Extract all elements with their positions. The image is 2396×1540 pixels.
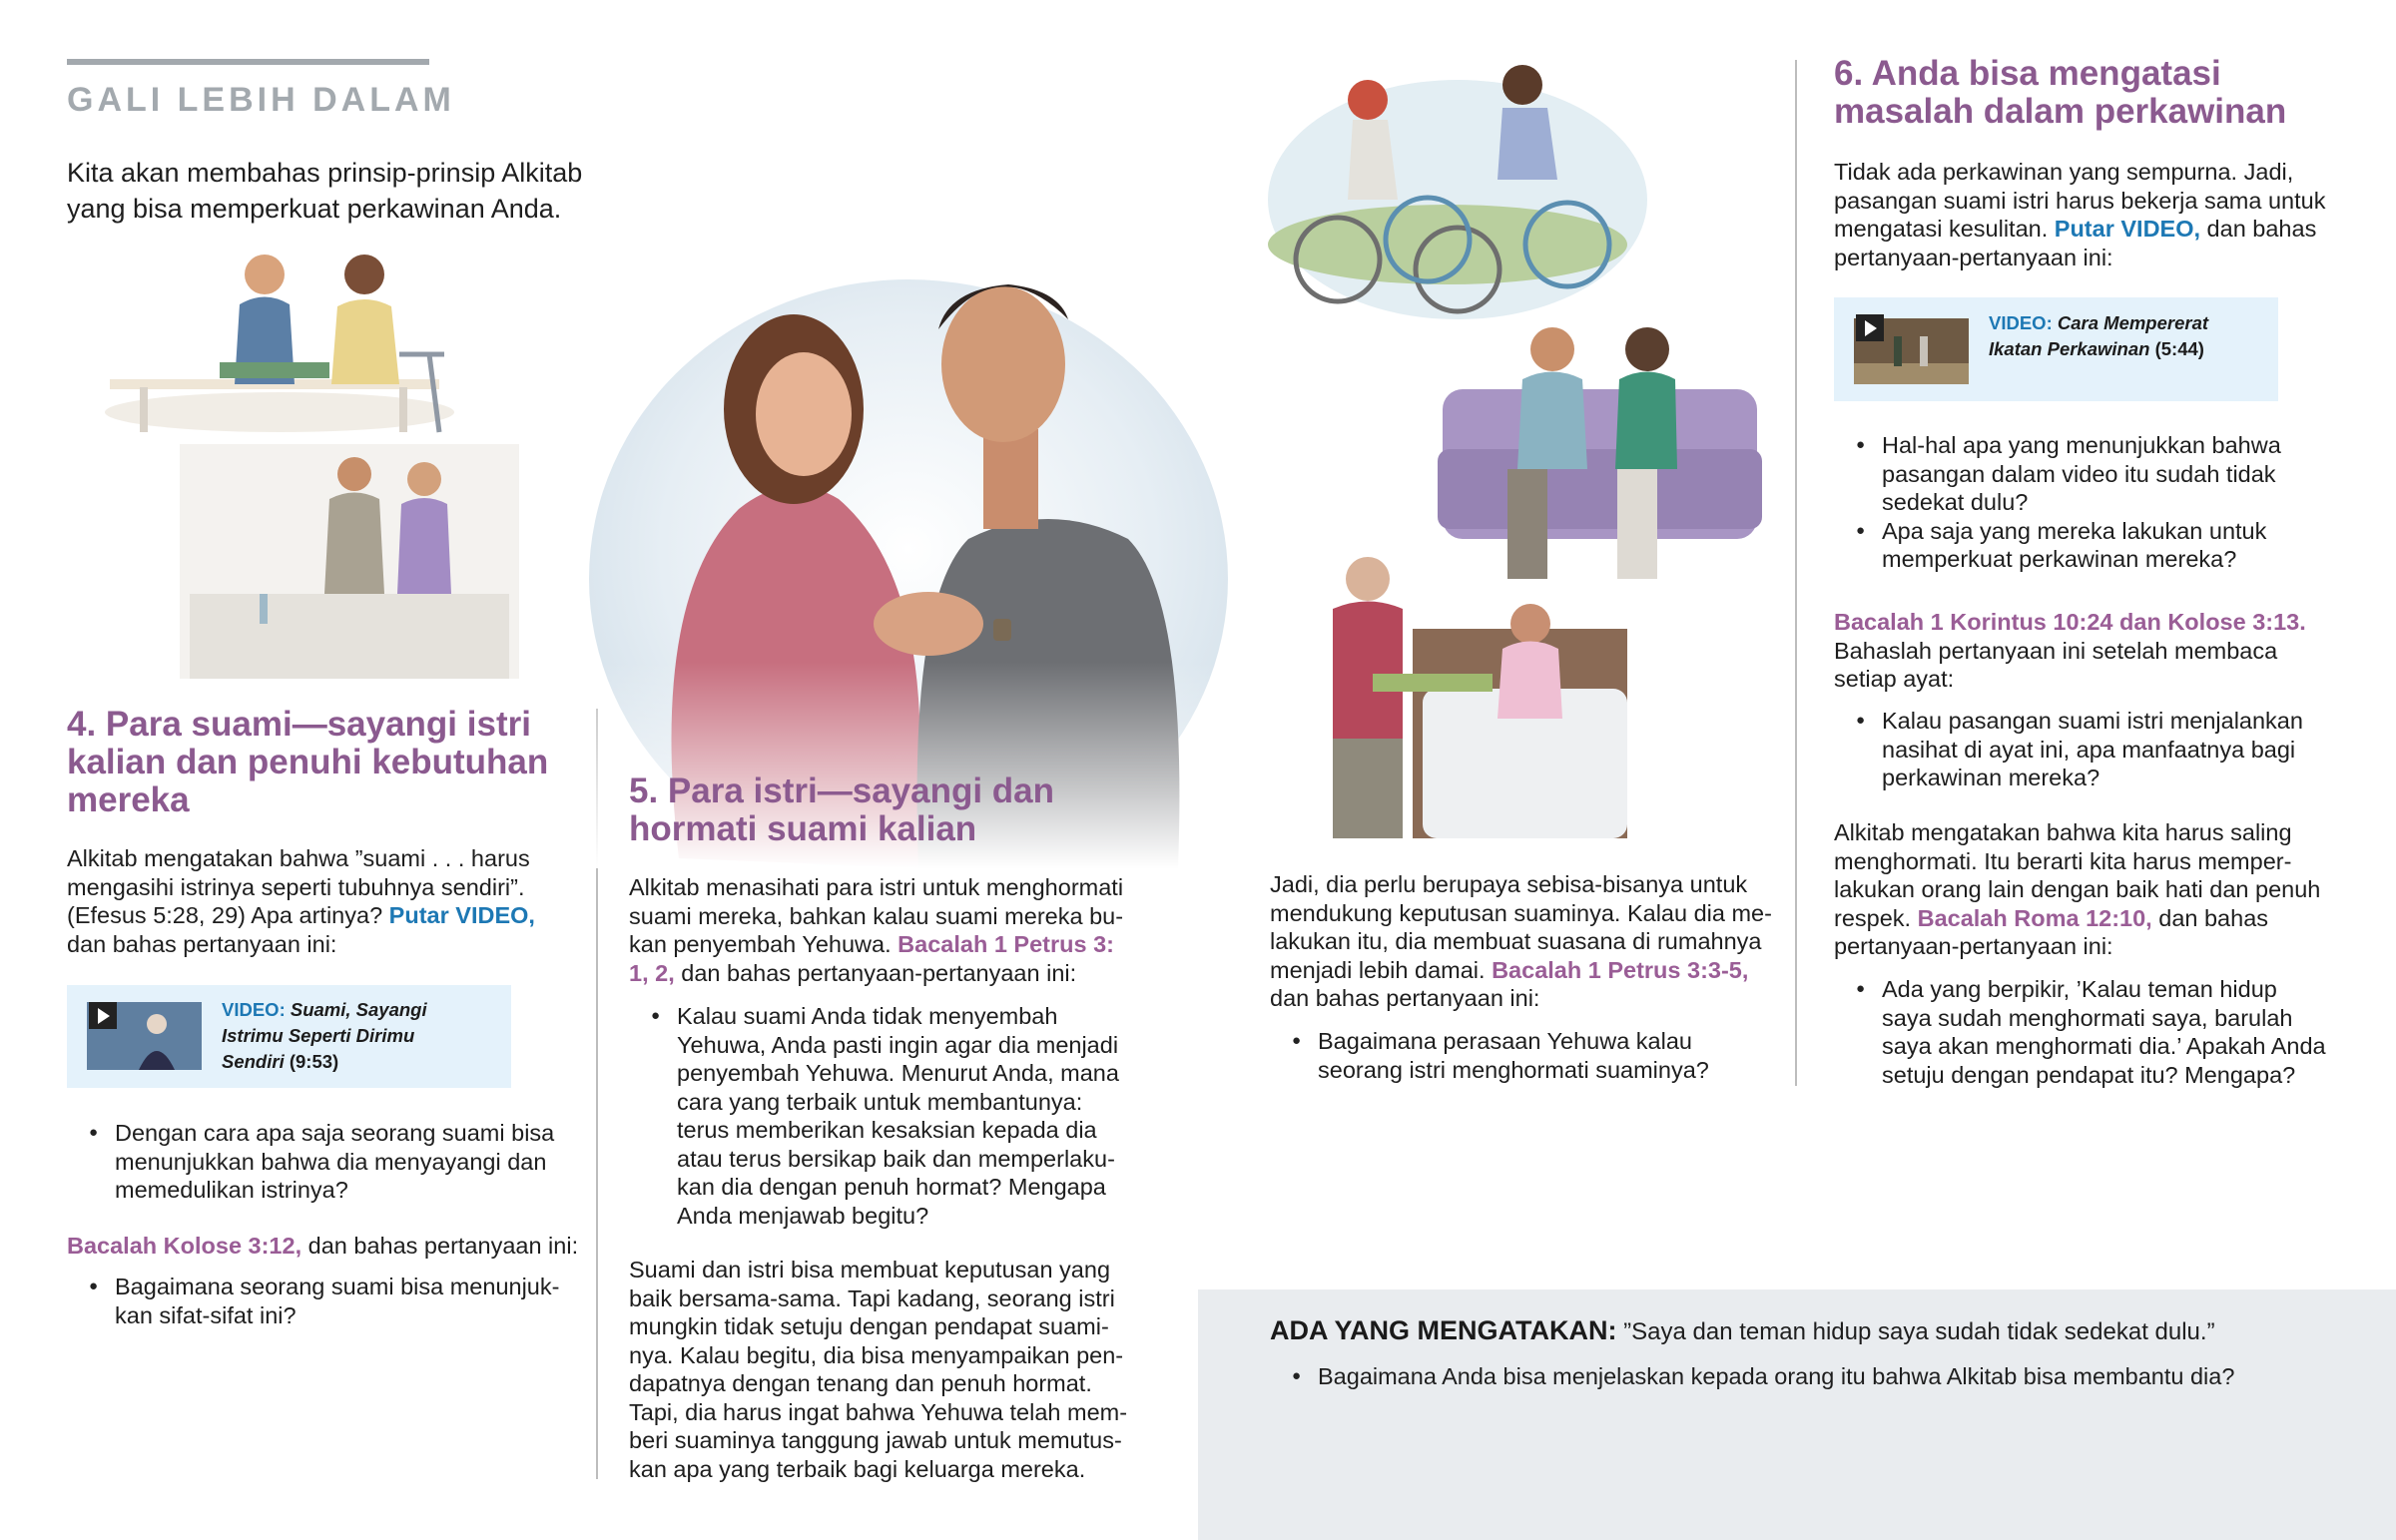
section-6-question-list: [1834, 431, 2353, 574]
husband-serving-wife-in-bed-illustration: [1273, 539, 1632, 848]
list-item: ● Apa saja yang mereka lakukan untuk memperkuat perkawinan mereka?: [1834, 517, 2353, 574]
some-say-quote: ADA YANG MENGATAKAN: ”Saya dan teman hidup saya sudah tidak sedekat dulu.”: [1270, 1315, 2215, 1345]
scripture-reference: Bacalah Roma 12:10,: [1917, 904, 2152, 931]
play-icon[interactable]: [1856, 314, 1884, 341]
some-say-box: [1198, 1289, 2396, 1540]
section-6-question-list-3: [1834, 975, 2353, 1089]
list-item: ● Kalau suami Anda tidak menyembah Yehuwa, Anda pasti ingin agar dia menjadi penyembah Yehuwa. Menurut Anda, mana cara yang terbaik untuk membantunya: terus memberikan kesaksian kepada dia atau terus bersikap baik dan memperlaku- kan dia dengan penuh hormat? Mengapa Anda menjawab begitu?: [629, 1002, 1168, 1230]
section-5-question-list: [629, 1002, 1168, 1230]
section-5-question-list-2: [1270, 1027, 1789, 1084]
section-5-heading: 5. Para istri—sayangi dan hormati suami kalian: [629, 771, 1055, 848]
couple-cycling-illustration: [1258, 60, 1657, 329]
list-item: ● Kalau pasangan suami istri menjalankan nasihat di ayat ini, apa manfaatnya bagi perkawinan mereka?: [1834, 707, 2353, 792]
list-item: ● Bagaimana perasaan Yehuwa kalau seorang istri menghormati suaminya?: [1270, 1027, 1789, 1084]
section-5-paragraph: Alkitab menasihati para istri untuk menghormati suami mereka, bahkan kalau suami mereka bu- kan penyembah Yehuwa. Bacalah 1 Petrus 3: 1, 2, dan bahas pertanyaan-pertanyaan ini:: [629, 874, 1124, 986]
section-5-paragraph-2: Suami dan istri bisa membuat keputusan yang baik bersama-sama. Tapi kadang, seorang istri mungkin tidak setuju dengan pendapat suami- nya. Kalau begitu, dia bisa menyampaikan pen- dapatnya dengan tenang dan penuh hormat. Tapi, dia harus ingat bahwa Yehuwa telah mem- beri suaminya tanggung jawab untuk memutus- kan apa yang terbaik bagi keluarga mereka.: [629, 1257, 1128, 1482]
intro-text: Kita akan membahas prinsip-prinsip Alkitab yang bisa memperkuat perkawinan Anda.: [67, 158, 583, 224]
scripture-reference: Bacalah 1 Korintus 10:24 dan Kolose 3:13.: [1834, 609, 2306, 635]
scripture-reference: Bacalah 1 Petrus 3:3-5,: [1492, 956, 1749, 983]
couple-studying-illustration: [100, 245, 459, 434]
video-title: VIDEO: Suami, Sayangi Istrimu Seperti Dirimu Sendiri (9:53): [222, 999, 427, 1072]
section-6-question-list-2: [1834, 707, 2353, 792]
section-4-question-list-2: [67, 1273, 586, 1329]
header-rule: [67, 59, 429, 65]
list-item: ● Hal-hal apa yang menunjukkan bahwa pasangan dalam video itu sudah tidak sedekat dulu?: [1834, 431, 2353, 517]
section-6-paragraph-2: Alkitab mengatakan bahwa kita harus saling menghormati. Itu berarti kita harus memper- lakukan orang lain dengan baik hati dan penuh respek. Bacalah Roma 12:10, dan bahas pertanyaan-pertanyaan ini:: [1834, 819, 2321, 959]
video-box-section-6[interactable]: [1834, 297, 2278, 401]
video-title: VIDEO: Cara Mempererat Ikatan Perkawinan (5:44): [1989, 312, 2209, 359]
play-video-link[interactable]: Putar VIDEO,: [388, 902, 535, 928]
couple-holding-hands-illustration: [589, 180, 1238, 868]
list-item: ● Ada yang berpikir, ’Kalau teman hidup saya sudah menghormati saya, barulah saya akan menghormati dia.’ Apakah Anda setuju dengan pendapat itu? Mengapa?: [1834, 975, 2353, 1089]
section-5-continued-paragraph: Jadi, dia perlu berupaya sebisa-bisanya untuk mendukung keputusan suaminya. Kalau dia me- lakukan itu, dia membuat suasana di rumahnya menjadi lebih damai. Bacalah 1 Petrus 3:3-5, dan bahas pertanyaan ini:: [1270, 871, 1772, 1011]
play-video-link[interactable]: Putar VIDEO,: [2054, 216, 2201, 242]
column-divider: [1795, 60, 1797, 1086]
couple-washing-dishes-illustration: [180, 444, 519, 679]
some-say-label: ADA YANG MENGATAKAN:: [1270, 1315, 1617, 1345]
section-6-heading: 6. Anda bisa mengatasi masalah dalam perkawinan: [1834, 54, 2287, 131]
list-item: ● Bagaimana Anda bisa menjelaskan kepada orang itu bahwa Alkitab bisa membantu dia?: [1270, 1362, 2368, 1391]
list-item: ● Dengan cara apa saja seorang suami bisa menunjukkan bahwa dia menyayangi dan memedulikan istrinya?: [67, 1119, 586, 1205]
section-6-read-instruction: Bacalah 1 Korintus 10:24 dan Kolose 3:13. Bahaslah pertanyaan ini setelah membaca setiap ayat:: [1834, 609, 2306, 692]
section-4-heading: 4. Para suami—sayangi istri kalian dan penuhi kebutuhan mereka: [67, 705, 549, 819]
section-kicker: GALI LEBIH DALAM: [67, 81, 455, 119]
section-6-paragraph: Tidak ada perkawinan yang sempurna. Jadi, pasangan suami istri harus bekerja sama untuk mengatasi kesulitan. Putar VIDEO, dan bahas pertanyaan-pertanyaan ini:: [1834, 159, 2326, 270]
scripture-reference: Bacalah 1 Petrus 3:: [898, 931, 1114, 957]
some-say-question-list: [1270, 1362, 2368, 1391]
scripture-reference: Bacalah Kolose 3:12,: [67, 1233, 302, 1259]
play-icon[interactable]: [89, 1002, 117, 1029]
section-4-paragraph: Alkitab mengatakan bahwa ”suami . . . harus mengasihi istrinya seperti tubuhnya sendiri”. (Efesus 5:28, 29) Apa artinya? Putar VIDEO, dan bahas pertanyaan ini:: [67, 845, 535, 957]
section-4-read-instruction: Bacalah Kolose 3:12, dan bahas pertanyaan ini:: [67, 1233, 579, 1259]
list-item: ● Bagaimana seorang suami bisa menunjuk- kan sifat-sifat ini?: [67, 1273, 586, 1329]
video-box-section-4[interactable]: [67, 985, 511, 1088]
section-4-question-list: [67, 1119, 586, 1205]
